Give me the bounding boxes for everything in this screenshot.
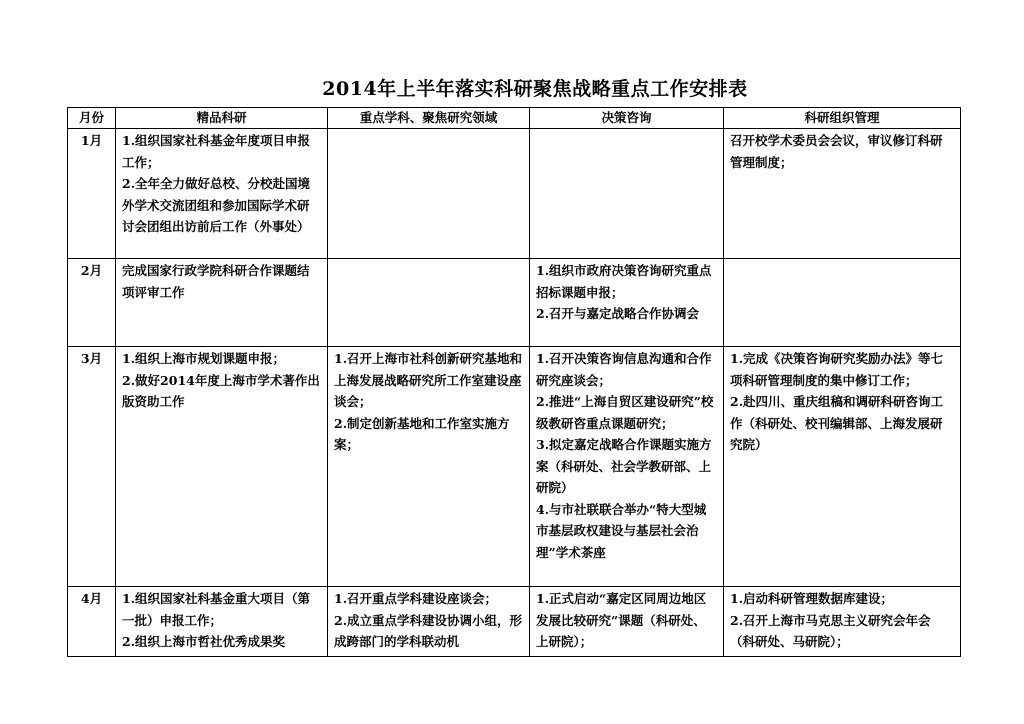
table-row	[68, 259, 961, 347]
quality-research-cell	[116, 347, 328, 587]
research-management-cell	[724, 347, 961, 587]
header-month: 月份	[68, 108, 116, 129]
list-item: 1.召开重点学科建设座谈会；	[334, 591, 498, 606]
list-item: 2.召开与嘉定战略合作协调会	[536, 306, 700, 321]
table-row	[68, 587, 961, 657]
list-item: 召开校学术委员会会议，审议修订科研管理制度；	[730, 133, 943, 170]
list-item: 1.组织上海市规划课题申报；	[122, 351, 286, 366]
quality-research-cell	[116, 259, 328, 347]
table-row	[68, 347, 961, 587]
key-disciplines-cell	[328, 129, 530, 259]
research-management-cell	[724, 259, 961, 347]
month-cell: 4月	[68, 587, 116, 657]
key-disciplines-cell	[328, 587, 530, 657]
list-item: 2.推进“上海自贸区建设研究”校级教研咨重点课题研究；	[536, 394, 714, 431]
list-item: 1.组织国家社科基金重大项目（第一批）申报工作；	[122, 591, 311, 628]
research-management-cell	[724, 129, 961, 259]
list-item: 2.组织上海市哲社优秀成果奖	[122, 634, 286, 649]
page-title: 2014年上半年落实科研聚焦战略重点工作安排表	[322, 78, 748, 100]
table-row	[68, 129, 961, 259]
list-item: 2.全年全力做好总校、分校赴国境外学术交流团组和参加国际学术研讨会团组出访前后工作（外事处）	[122, 176, 311, 234]
list-item: 3.拟定嘉定战略合作课题实施方案（科研处、社会学教研部、上研院）	[536, 437, 712, 495]
list-item: 1.组织国家社科基金年度项目申报工作；	[122, 133, 311, 170]
list-item: 4.与市社联联合举办“特大型城市基层政权建设与基层社会治理”学术茶座	[536, 501, 707, 560]
decision-consulting-cell	[530, 259, 724, 347]
work-plan-table	[67, 107, 961, 657]
month-cell: 3月	[68, 347, 116, 587]
list-item: 2.召开上海市马克思主义研究会年会（科研处、马研院）；	[730, 612, 931, 649]
research-management-cell	[724, 587, 961, 657]
header-research-management: 科研组织管理	[724, 108, 961, 129]
quality-research-cell	[116, 129, 328, 259]
decision-consulting-cell	[530, 347, 724, 587]
month-cell: 1月	[68, 129, 116, 259]
decision-consulting-cell	[530, 587, 724, 657]
list-item: 2.赴四川、重庆组稿和调研科研咨询工作（科研处、校刊编辑部、上海发展研究院）	[730, 394, 944, 452]
table-header-row	[68, 108, 961, 129]
list-item: 2.做好2014年度上海市学术著作出版资助工作	[122, 372, 320, 409]
list-item: 1.完成《决策咨询研究奖励办法》等七项科研管理制度的集中修订工作；	[730, 351, 944, 388]
key-disciplines-cell	[328, 259, 530, 347]
quality-research-cell	[116, 587, 328, 657]
key-disciplines-cell	[328, 347, 530, 587]
header-quality-research: 精品科研	[116, 108, 328, 129]
list-item: 2.成立重点学科建设协调小组，形成跨部门的学科联动机	[334, 612, 523, 649]
list-item: 1.召开决策咨询信息沟通和合作研究座谈会；	[536, 351, 712, 388]
header-key-disciplines: 重点学科、聚焦研究领域	[328, 108, 530, 129]
month-cell: 2月	[68, 259, 116, 347]
list-item: 2.制定创新基地和工作室实施方案；	[334, 415, 510, 452]
list-item: 1.组织市政府决策咨询研究重点招标课题申报；	[536, 263, 712, 300]
decision-consulting-cell	[530, 129, 724, 259]
header-decision-consulting: 决策咨询	[530, 108, 724, 129]
list-item: 1.正式启动“嘉定区同周边地区发展比较研究”课题（科研处、上研院）；	[536, 591, 707, 649]
list-item: 1.召开上海市社科创新研究基地和上海发展战略研究所工作室建设座谈会；	[334, 351, 523, 409]
list-item: 完成国家行政学院科研合作课题结项评审工作	[122, 263, 310, 300]
list-item: 1.启动科研管理数据库建设；	[730, 591, 894, 606]
